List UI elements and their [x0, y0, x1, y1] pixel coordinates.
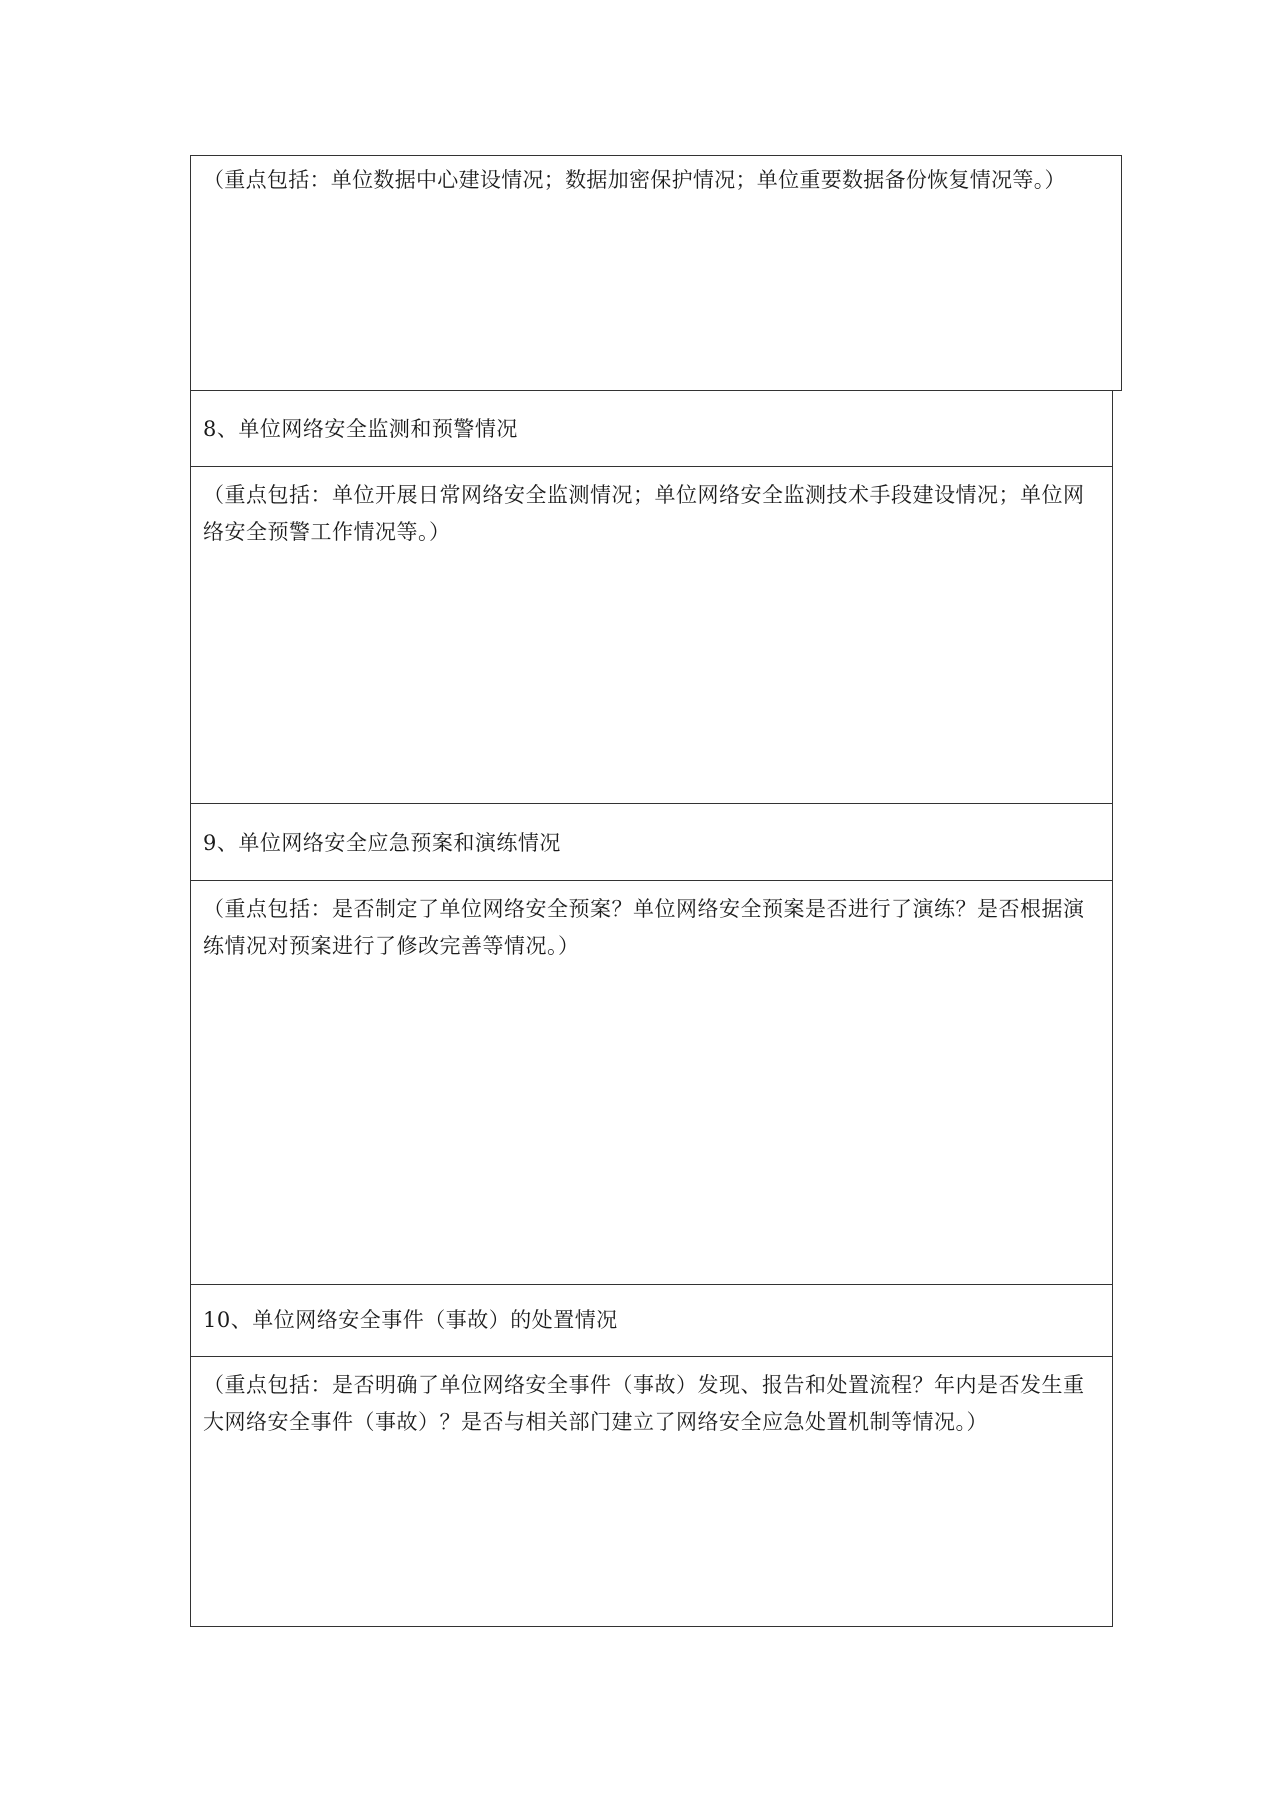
section7-content-box — [190, 155, 1122, 391]
section9-heading-row — [191, 804, 1112, 881]
section8-note: （重点包括：单位开展日常网络安全监测情况；单位网络安全监测技术手段建设情况；单位网络安全预警工作情况等。） — [203, 483, 1085, 544]
section8-heading: 8、单位网络安全监测和预警情况 — [203, 417, 518, 441]
section8-content-row — [191, 467, 1112, 804]
section10-heading-row — [191, 1285, 1112, 1357]
section10-content-row — [191, 1357, 1112, 1625]
section7-note: （重点包括：单位数据中心建设情况；数据加密保护情况；单位重要数据备份恢复情况等。） — [203, 168, 1066, 192]
section9-content-row — [191, 881, 1112, 1285]
section9-heading: 9、单位网络安全应急预案和演练情况 — [203, 831, 561, 855]
section8-heading-row — [191, 390, 1112, 467]
section9-note: （重点包括：是否制定了单位网络安全预案？单位网络安全预案是否进行了演练？是否根据演练情况对预案进行了修改完善等情况。） — [203, 897, 1085, 958]
report-table — [190, 390, 1113, 1627]
section10-heading: 10、单位网络安全事件（事故）的处置情况 — [203, 1308, 618, 1332]
section10-note: （重点包括：是否明确了单位网络安全事件（事故）发现、报告和处置流程？年内是否发生重大网络安全事件（事故）？是否与相关部门建立了网络安全应急处置机制等情况。） — [203, 1373, 1085, 1434]
